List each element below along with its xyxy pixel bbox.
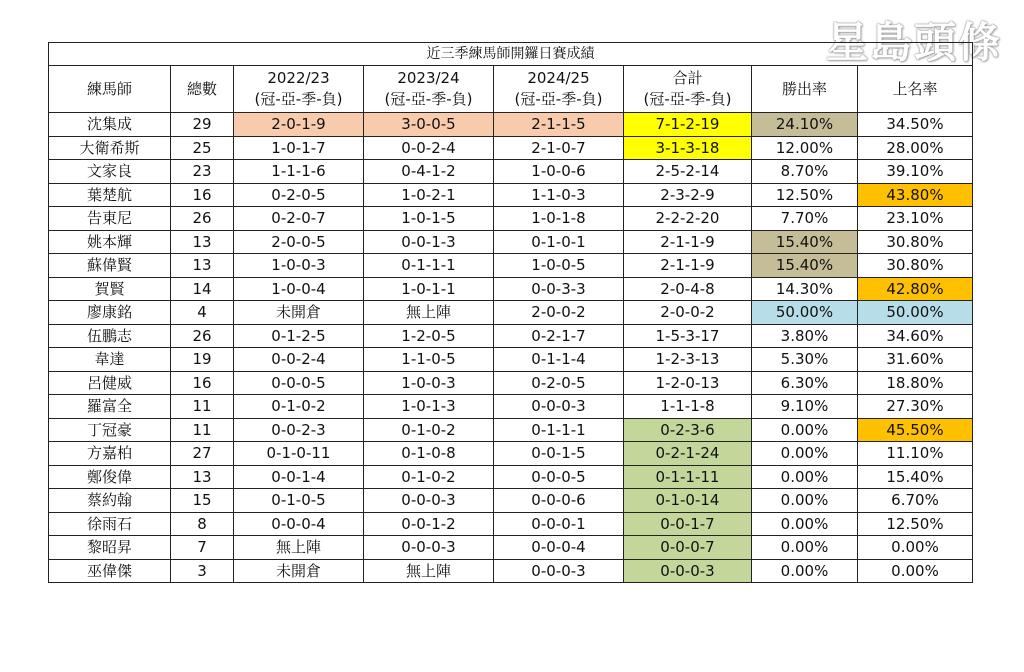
place-rate-cell: 42.80% <box>858 277 973 301</box>
header-season-2024-sub: (冠-亞-季-負) <box>514 90 603 108</box>
total-races-cell: 14 <box>171 277 234 301</box>
trainer-name-cell: 告東尼 <box>49 207 171 231</box>
table-row <box>49 465 973 489</box>
win-rate-cell: 15.40% <box>752 230 858 254</box>
place-rate-cell: 11.10% <box>858 442 973 466</box>
season-2023-cell: 0-1-1-1 <box>364 254 494 278</box>
season-2024-cell: 1-1-0-3 <box>494 183 624 207</box>
trainer-name-cell: 文家良 <box>49 160 171 184</box>
win-rate-cell: 0.00% <box>752 536 858 560</box>
total-races-cell: 27 <box>171 442 234 466</box>
trainer-name-cell: 呂健威 <box>49 371 171 395</box>
total-races-cell: 29 <box>171 113 234 137</box>
total-races-cell: 15 <box>171 489 234 513</box>
trainer-name-cell: 黎昭昇 <box>49 536 171 560</box>
header-sum <box>624 66 752 113</box>
header-season-2022-year: 2022/23 <box>267 69 330 87</box>
win-rate-cell: 14.30% <box>752 277 858 301</box>
trainer-name-cell: 廖康銘 <box>49 301 171 325</box>
total-races-cell: 16 <box>171 371 234 395</box>
season-2023-cell: 1-0-1-5 <box>364 207 494 231</box>
season-2024-cell: 0-2-0-5 <box>494 371 624 395</box>
trainer-name-cell: 方嘉柏 <box>49 442 171 466</box>
total-races-cell: 25 <box>171 136 234 160</box>
trainer-name-cell: 丁冠豪 <box>49 418 171 442</box>
trainer-name-cell: 蘇偉賢 <box>49 254 171 278</box>
sum-record-cell: 1-5-3-17 <box>624 324 752 348</box>
watermark-logo: 星島頭條 <box>825 18 1002 67</box>
season-2024-cell: 2-0-0-2 <box>494 301 624 325</box>
season-2024-cell: 0-0-3-3 <box>494 277 624 301</box>
trainer-name-cell: 伍鵬志 <box>49 324 171 348</box>
season-2022-cell: 0-0-0-5 <box>234 371 364 395</box>
place-rate-cell: 28.00% <box>858 136 973 160</box>
win-rate-cell: 6.30% <box>752 371 858 395</box>
total-races-cell: 7 <box>171 536 234 560</box>
table-row <box>49 442 973 466</box>
season-2024-cell: 1-0-0-5 <box>494 254 624 278</box>
season-2024-cell: 2-1-1-5 <box>494 113 624 137</box>
place-rate-cell: 15.40% <box>858 465 973 489</box>
total-races-cell: 11 <box>171 395 234 419</box>
season-2024-cell: 2-1-0-7 <box>494 136 624 160</box>
season-2023-cell: 1-1-0-5 <box>364 348 494 372</box>
sum-record-cell: 1-2-3-13 <box>624 348 752 372</box>
table-row <box>49 512 973 536</box>
season-2024-cell: 1-0-1-8 <box>494 207 624 231</box>
sum-record-cell: 2-1-1-9 <box>624 230 752 254</box>
season-2024-cell: 0-2-1-7 <box>494 324 624 348</box>
header-season-2024 <box>494 66 624 113</box>
table-row <box>49 183 973 207</box>
place-rate-cell: 27.30% <box>858 395 973 419</box>
header-season-2022-sub: (冠-亞-季-負) <box>254 90 343 108</box>
place-rate-cell: 43.80% <box>858 183 973 207</box>
win-rate-cell: 8.70% <box>752 160 858 184</box>
season-2023-cell: 0-4-1-2 <box>364 160 494 184</box>
season-2022-cell: 0-0-2-3 <box>234 418 364 442</box>
season-2024-cell: 0-0-0-6 <box>494 489 624 513</box>
win-rate-cell: 5.30% <box>752 348 858 372</box>
win-rate-cell: 0.00% <box>752 489 858 513</box>
header-trainer: 練馬師 <box>49 66 171 113</box>
header-season-2022 <box>234 66 364 113</box>
sum-record-cell: 2-2-2-20 <box>624 207 752 231</box>
table-row <box>49 136 973 160</box>
total-races-cell: 11 <box>171 418 234 442</box>
total-races-cell: 8 <box>171 512 234 536</box>
total-races-cell: 13 <box>171 465 234 489</box>
season-2022-cell: 2-0-1-9 <box>234 113 364 137</box>
table-row <box>49 160 973 184</box>
sum-record-cell: 0-0-0-7 <box>624 536 752 560</box>
season-2024-cell: 0-0-0-1 <box>494 512 624 536</box>
season-2022-cell: 0-1-0-11 <box>234 442 364 466</box>
place-rate-cell: 18.80% <box>858 371 973 395</box>
table-row <box>49 301 973 325</box>
season-2022-cell: 0-1-0-2 <box>234 395 364 419</box>
header-season-2024-year: 2024/25 <box>527 69 590 87</box>
table-row <box>49 277 973 301</box>
header-season-2023-year: 2023/24 <box>397 69 460 87</box>
place-rate-cell: 39.10% <box>858 160 973 184</box>
win-rate-cell: 12.00% <box>752 136 858 160</box>
season-2022-cell: 未開倉 <box>234 301 364 325</box>
total-races-cell: 19 <box>171 348 234 372</box>
season-2023-cell: 1-0-1-1 <box>364 277 494 301</box>
season-2023-cell: 0-0-1-2 <box>364 512 494 536</box>
place-rate-cell: 12.50% <box>858 512 973 536</box>
season-2022-cell: 無上陣 <box>234 536 364 560</box>
season-2022-cell: 0-2-0-7 <box>234 207 364 231</box>
sum-record-cell: 3-1-3-18 <box>624 136 752 160</box>
place-rate-cell: 31.60% <box>858 348 973 372</box>
table-row <box>49 536 973 560</box>
win-rate-cell: 0.00% <box>752 465 858 489</box>
win-rate-cell: 24.10% <box>752 113 858 137</box>
season-2024-cell: 0-0-0-5 <box>494 465 624 489</box>
win-rate-cell: 15.40% <box>752 254 858 278</box>
sum-record-cell: 0-2-3-6 <box>624 418 752 442</box>
season-2022-cell: 1-0-0-4 <box>234 277 364 301</box>
win-rate-cell: 12.50% <box>752 183 858 207</box>
win-rate-cell: 0.00% <box>752 442 858 466</box>
season-2024-cell: 0-0-1-5 <box>494 442 624 466</box>
season-2023-cell: 0-1-0-8 <box>364 442 494 466</box>
header-sum-label: 合計 <box>672 69 703 87</box>
season-2023-cell: 0-1-0-2 <box>364 465 494 489</box>
season-2024-cell: 0-1-1-4 <box>494 348 624 372</box>
win-rate-cell: 3.80% <box>752 324 858 348</box>
table-row <box>49 113 973 137</box>
sum-record-cell: 0-1-0-14 <box>624 489 752 513</box>
header-season-2023-sub: (冠-亞-季-負) <box>384 90 473 108</box>
table-row <box>49 489 973 513</box>
season-2022-cell: 0-0-0-4 <box>234 512 364 536</box>
table-row <box>49 559 973 583</box>
trainer-name-cell: 葉楚航 <box>49 183 171 207</box>
table-row <box>49 348 973 372</box>
season-2023-cell: 1-0-2-1 <box>364 183 494 207</box>
season-2022-cell: 0-0-1-4 <box>234 465 364 489</box>
place-rate-cell: 30.80% <box>858 230 973 254</box>
sum-record-cell: 7-1-2-19 <box>624 113 752 137</box>
season-2024-cell: 0-0-0-4 <box>494 536 624 560</box>
season-2024-cell: 1-0-0-6 <box>494 160 624 184</box>
season-2022-cell: 2-0-0-5 <box>234 230 364 254</box>
total-races-cell: 26 <box>171 324 234 348</box>
header-total: 總數 <box>171 66 234 113</box>
header-season-2023 <box>364 66 494 113</box>
table-row <box>49 395 973 419</box>
table-title: 近三季練馬師開鑼日賽成績 <box>49 43 973 66</box>
header-place-rate: 上名率 <box>858 66 973 113</box>
table-row <box>49 207 973 231</box>
place-rate-cell: 34.50% <box>858 113 973 137</box>
sum-record-cell: 1-1-1-8 <box>624 395 752 419</box>
trainer-name-cell: 沈集成 <box>49 113 171 137</box>
place-rate-cell: 0.00% <box>858 536 973 560</box>
table-row <box>49 254 973 278</box>
total-races-cell: 16 <box>171 183 234 207</box>
win-rate-cell: 9.10% <box>752 395 858 419</box>
win-rate-cell: 0.00% <box>752 559 858 583</box>
season-2023-cell: 1-0-1-3 <box>364 395 494 419</box>
season-2024-cell: 0-1-1-1 <box>494 418 624 442</box>
win-rate-cell: 50.00% <box>752 301 858 325</box>
sum-record-cell: 1-2-0-13 <box>624 371 752 395</box>
season-2023-cell: 無上陣 <box>364 559 494 583</box>
season-2023-cell: 0-1-0-2 <box>364 418 494 442</box>
sum-record-cell: 0-1-1-11 <box>624 465 752 489</box>
place-rate-cell: 23.10% <box>858 207 973 231</box>
total-races-cell: 23 <box>171 160 234 184</box>
season-2024-cell: 0-0-0-3 <box>494 559 624 583</box>
trainer-name-cell: 大衛希斯 <box>49 136 171 160</box>
total-races-cell: 26 <box>171 207 234 231</box>
sum-record-cell: 0-0-1-7 <box>624 512 752 536</box>
header-sum-sub: (冠-亞-季-負) <box>643 90 732 108</box>
sum-record-cell: 2-0-0-2 <box>624 301 752 325</box>
win-rate-cell: 0.00% <box>752 512 858 536</box>
trainer-name-cell: 姚本輝 <box>49 230 171 254</box>
sum-record-cell: 2-0-4-8 <box>624 277 752 301</box>
total-races-cell: 3 <box>171 559 234 583</box>
header-win-rate: 勝出率 <box>752 66 858 113</box>
win-rate-cell: 0.00% <box>752 418 858 442</box>
total-races-cell: 13 <box>171 254 234 278</box>
sum-record-cell: 0-0-0-3 <box>624 559 752 583</box>
sum-record-cell: 2-3-2-9 <box>624 183 752 207</box>
sum-record-cell: 0-2-1-24 <box>624 442 752 466</box>
season-2023-cell: 0-0-2-4 <box>364 136 494 160</box>
season-2023-cell: 3-0-0-5 <box>364 113 494 137</box>
table-row <box>49 324 973 348</box>
trainer-name-cell: 徐雨石 <box>49 512 171 536</box>
season-2023-cell: 0-0-0-3 <box>364 536 494 560</box>
season-2023-cell: 1-0-0-3 <box>364 371 494 395</box>
table-row <box>49 418 973 442</box>
season-2022-cell: 1-0-1-7 <box>234 136 364 160</box>
header-row <box>49 66 973 113</box>
table-row <box>49 230 973 254</box>
season-2022-cell: 0-2-0-5 <box>234 183 364 207</box>
trainer-name-cell: 鄭俊偉 <box>49 465 171 489</box>
trainer-name-cell: 羅富全 <box>49 395 171 419</box>
trainer-name-cell: 賀賢 <box>49 277 171 301</box>
place-rate-cell: 6.70% <box>858 489 973 513</box>
season-2023-cell: 0-0-1-3 <box>364 230 494 254</box>
trainer-name-cell: 蔡約翰 <box>49 489 171 513</box>
table-row <box>49 371 973 395</box>
season-2024-cell: 0-0-0-3 <box>494 395 624 419</box>
title-row <box>49 43 973 66</box>
season-2022-cell: 1-0-0-3 <box>234 254 364 278</box>
season-2023-cell: 無上陣 <box>364 301 494 325</box>
win-rate-cell: 7.70% <box>752 207 858 231</box>
total-races-cell: 13 <box>171 230 234 254</box>
place-rate-cell: 50.00% <box>858 301 973 325</box>
season-2022-cell: 0-0-2-4 <box>234 348 364 372</box>
trainer-stats-table <box>48 42 973 583</box>
trainer-name-cell: 巫偉傑 <box>49 559 171 583</box>
sum-record-cell: 2-5-2-14 <box>624 160 752 184</box>
place-rate-cell: 30.80% <box>858 254 973 278</box>
total-races-cell: 4 <box>171 301 234 325</box>
season-2022-cell: 0-1-2-5 <box>234 324 364 348</box>
season-2022-cell: 1-1-1-6 <box>234 160 364 184</box>
place-rate-cell: 45.50% <box>858 418 973 442</box>
season-2022-cell: 未開倉 <box>234 559 364 583</box>
trainer-name-cell: 韋達 <box>49 348 171 372</box>
season-2022-cell: 0-1-0-5 <box>234 489 364 513</box>
season-2024-cell: 0-1-0-1 <box>494 230 624 254</box>
season-2023-cell: 1-2-0-5 <box>364 324 494 348</box>
sum-record-cell: 2-1-1-9 <box>624 254 752 278</box>
place-rate-cell: 0.00% <box>858 559 973 583</box>
season-2023-cell: 0-0-0-3 <box>364 489 494 513</box>
place-rate-cell: 34.60% <box>858 324 973 348</box>
